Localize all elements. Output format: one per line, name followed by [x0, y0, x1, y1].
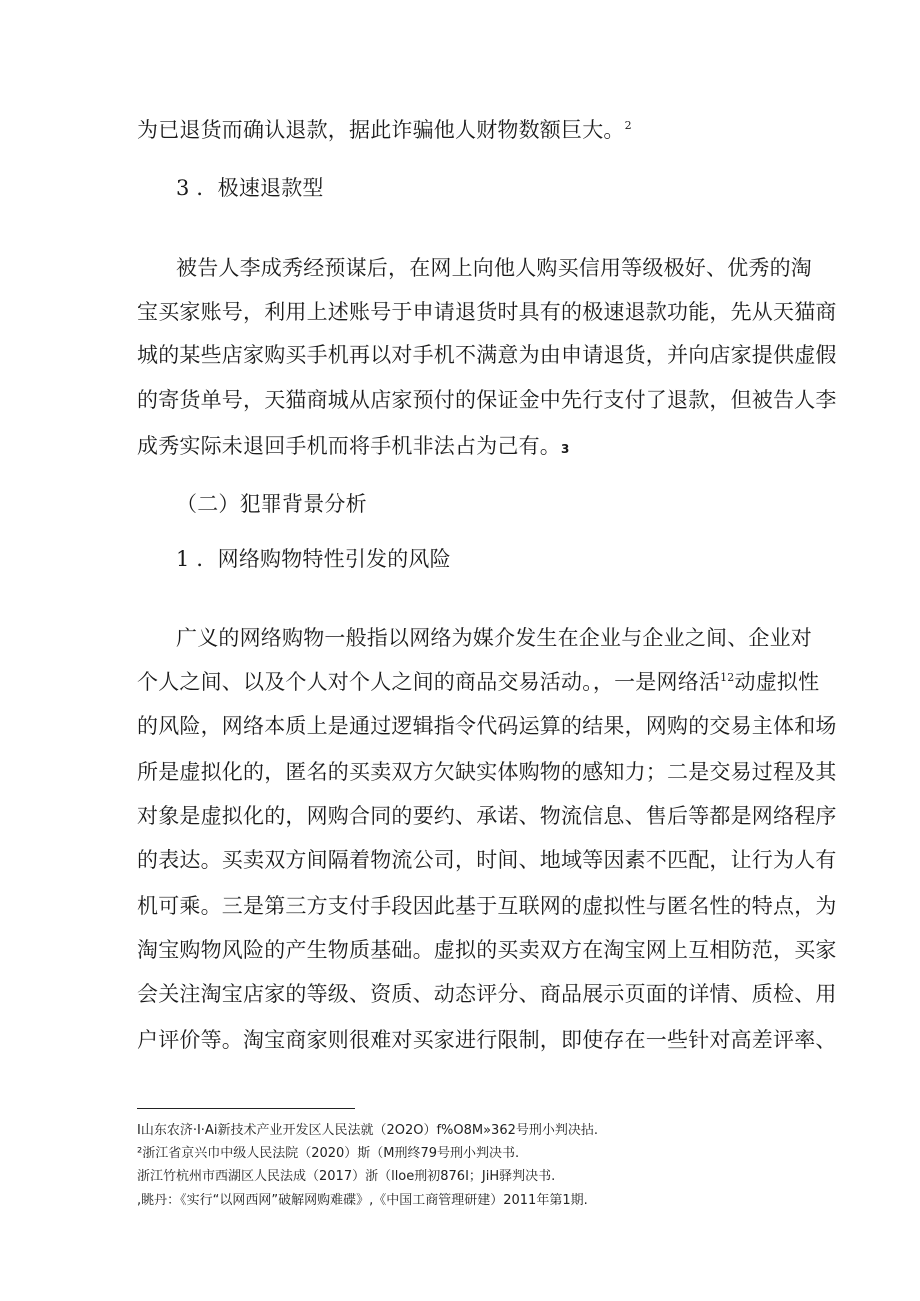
- footnote-ref: 2: [624, 119, 632, 132]
- paragraph-line: 城的某些店家购买手机再以对手机不满意为由申请退货，并向店家提供虚假: [137, 343, 837, 367]
- footnote-separator: [137, 1108, 355, 1109]
- paragraph-line: 成秀实际未退回手机而将手机非法占为己有。3: [137, 434, 570, 458]
- paragraph-line: 所是虚拟化的，匿名的买卖双方欠缺实体购物的感知力；二是交易过程及其: [137, 760, 837, 784]
- section-heading: （二）犯罪背景分析: [176, 492, 367, 516]
- paragraph-line: 宝买家账号，利用上述账号于申请退货时具有的极速退款功能，先从天猫商: [137, 300, 837, 324]
- paragraph-line: 被告人李成秀经预谋后，在网上向他人购买信用等级极好、优秀的淘: [176, 256, 812, 280]
- footnote-ref: 3: [561, 442, 570, 456]
- paragraph-line: 为已退货而确认退款，据此诈骗他人财物数额巨大。$^2$: [137, 118, 632, 142]
- footnote: ²浙江省京兴巾中级人民法院（2020）斯（M刑终79号刑小判决书.: [137, 1146, 520, 1161]
- paragraph-line: 会关注淘宝店家的等级、资质、动态评分、商品展示页面的详情、质检、用: [137, 982, 837, 1006]
- subsection-heading: 1 ．网络购物特性引发的风险: [176, 547, 451, 571]
- paragraph-line: 的表达。买卖双方间隔着物流公司，时间、地域等因素不匹配，让行为人有: [137, 848, 837, 872]
- footnote: ,眺丹：《实行“以网西网”破解网购难碟》,《中国工商管理研建）2011年第1期.: [137, 1193, 588, 1208]
- paragraph-line: 的风险，网络本质上是通过逻辑指令代码运算的结果，网购的交易主体和场: [137, 714, 837, 738]
- paragraph-line: 淘宝购物风险的产生物质基础。虚拟的买卖双方在淘宝网上互相防范，买家: [137, 938, 837, 962]
- footnote-ref: 12: [720, 671, 735, 684]
- footnote: I山东农济·I·Ai新技术产业开发区人民法就（2O2O）f%O8M»362号刑小判决拈.: [137, 1123, 598, 1138]
- paragraph-line: 个人之间、以及个人对个人之间的商品交易活动。，一是网络活$^{12}$动虚拟性: [137, 670, 820, 694]
- paragraph-line: 机可乘。三是第三方支付手段因此基于互联网的虚拟性与匿名性的特点，为: [137, 894, 837, 918]
- paragraph-line: 对象是虚拟化的，网购合同的要约、承诺、物流信息、售后等都是网络程序: [137, 804, 837, 828]
- paragraph-line: 广义的网络购物一般指以网络为媒介发生在企业与企业之间、企业对: [176, 626, 812, 650]
- paragraph-line: 的寄货单号，天猫商城从店家预付的保证金中先行支付了退款，但被告人李: [137, 388, 837, 412]
- footnote: 浙江竹杭州市西湖区人民法成（2017）浙（lloe刑初876I；JiH驿判决书.: [137, 1169, 556, 1184]
- paragraph-line: 户评价等。淘宝商家则很难对买家进行限制，即使存在一些针对高差评率、: [137, 1028, 837, 1052]
- section-heading: 3 ．极速退款型: [176, 176, 324, 200]
